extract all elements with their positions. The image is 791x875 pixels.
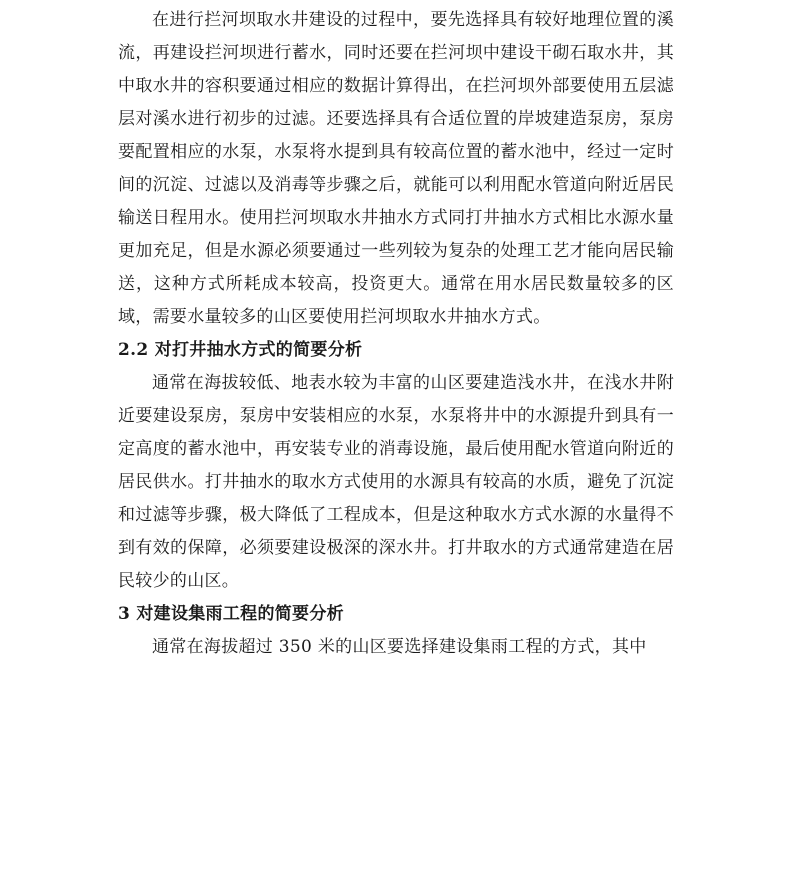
paragraph-well-pumping: 通常在海拔较低、地表水较为丰富的山区要建造浅水井，在浅水井附近要建设泵房，泵房中安装相应的水泵，水泵将井中的水源提升到具有一定高度的蓄水池中，再安装专业的消毒设施，最后使用配水管道向附近的居民供水。打井抽水的取水方式使用的水源具有较高的水质，避免了沉淀和过滤等步骤，极大降低了工程成本，但是这种取水方式水源的水量得不到有效的保障，必须要建设极深的深水井。打井取水的方式通常建造在居民较少的山区。 [118, 373, 674, 591]
section-heading-2-2: 2.2 对打井抽水方式的简要分析 [118, 340, 363, 360]
document-page [118, 4, 674, 664]
paragraph-rain-collection: 通常在海拔超过 350 米的山区要选择建设集雨工程的方式，其中 [152, 637, 647, 657]
section-heading-3: 3 对建设集雨工程的简要分析 [118, 604, 344, 624]
paragraph-dam-well-intake: 在进行拦河坝取水井建设的过程中，要先选择具有较好地理位置的溪流，再建设拦河坝进行蓄水，同时还要在拦河坝中建设干砌石取水井，其中取水井的容积要通过相应的数据计算得出，在拦河坝外部要使用五层滤层对溪水进行初步的过滤。还要选择具有合适位置的岸坡建造泵房，泵房要配置相应的水泵，水泵将水提到具有较高位置的蓄水池中，经过一定时间的沉淀、过滤以及消毒等步骤之后，就能可以利用配水管道向附近居民输送日程用水。使用拦河坝取水井抽水方式同打井抽水方式相比水源水量更加充足，但是水源必须要通过一些列较为复杂的处理工艺才能向居民输送，这种方式所耗成本较高，投资更大。通常在用水居民数量较多的区域，需要水量较多的山区要使用拦河坝取水井抽水方式。 [118, 10, 674, 327]
